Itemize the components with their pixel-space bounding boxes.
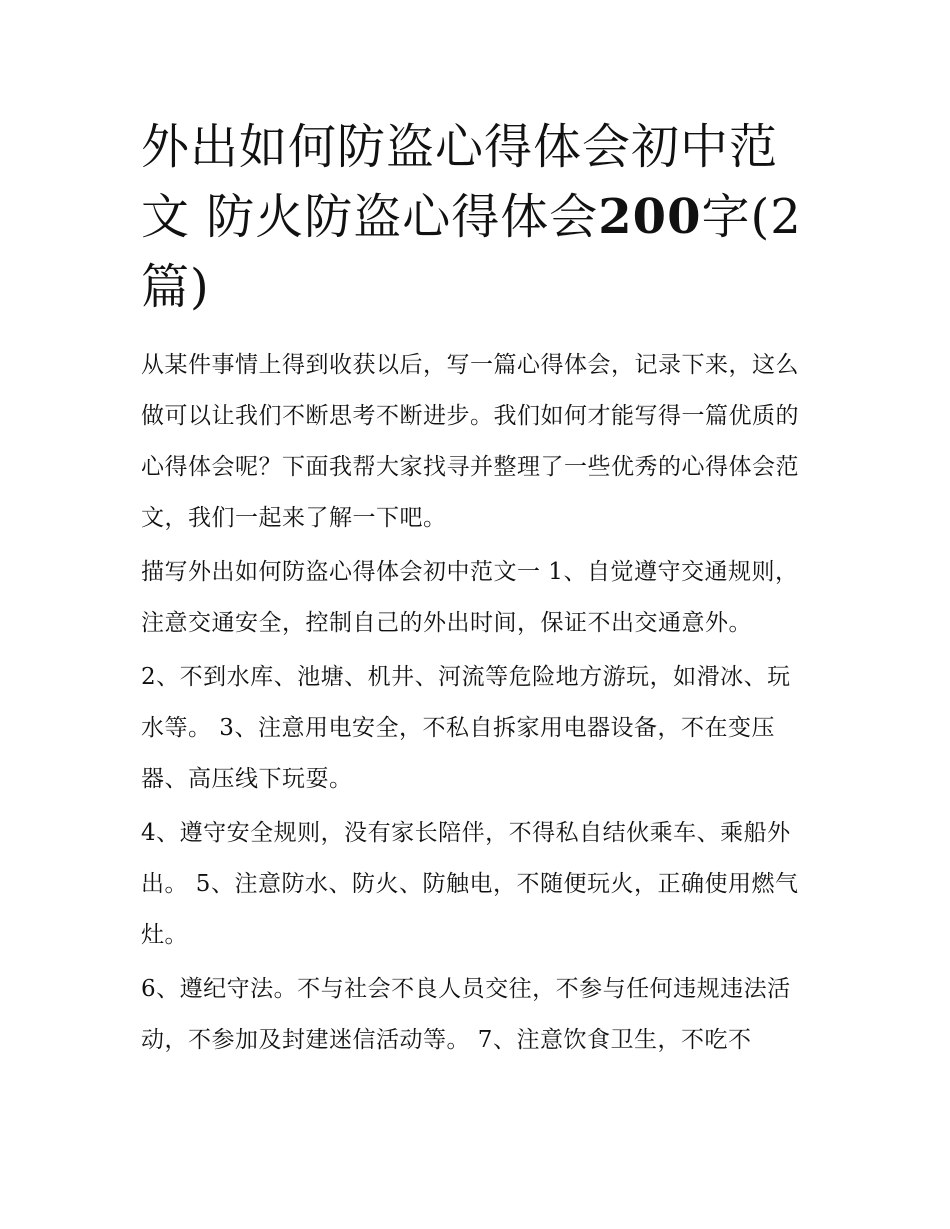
title-number: 200: [598, 189, 702, 245]
paragraph-item-6-7: 6、遵纪守法。不与社会不良人员交往，不参与任何违规违法活动，不参加及封建迷信活动等。 7、注意饮食卫生，不吃不: [141, 976, 791, 1053]
document-title: [141, 112, 811, 322]
title-text-part2: 字(2篇): [141, 189, 802, 315]
paragraph-item-4-5: 4、遵守安全规则，没有家长陪伴，不得私自结伙乘车、乘船外出。 5、注意防水、防火、防触电，不随便玩火，正确使用燃气灶。: [141, 820, 799, 948]
paragraph-item-2-3: 2、不到水库、池塘、机井、河流等危险地方游玩，如滑冰、玩水等。 3、注意用电安全，不私自拆家用电器设备，不在变压器、高压线下玩耍。: [141, 664, 791, 792]
document-content: [141, 112, 811, 1069]
paragraph-intro: 从某件事情上得到收获以后，写一篇心得体会，记录下来，这么做可以让我们不断思考不断进步。我们如何才能写得一篇优质的心得体会呢？下面我帮大家找寻并整理了一些优秀的心得体会范文，我们一起来了解一下吧。: [141, 352, 799, 531]
title-text-part1: 外出如何防盗心得体会初中范文 防火防盗心得体会: [141, 119, 779, 245]
paragraph-item-1: 描写外出如何防盗心得体会初中范文一 1、自觉遵守交通规则，注意交通安全，控制自己的外出时间，保证不出交通意外。: [141, 559, 799, 636]
